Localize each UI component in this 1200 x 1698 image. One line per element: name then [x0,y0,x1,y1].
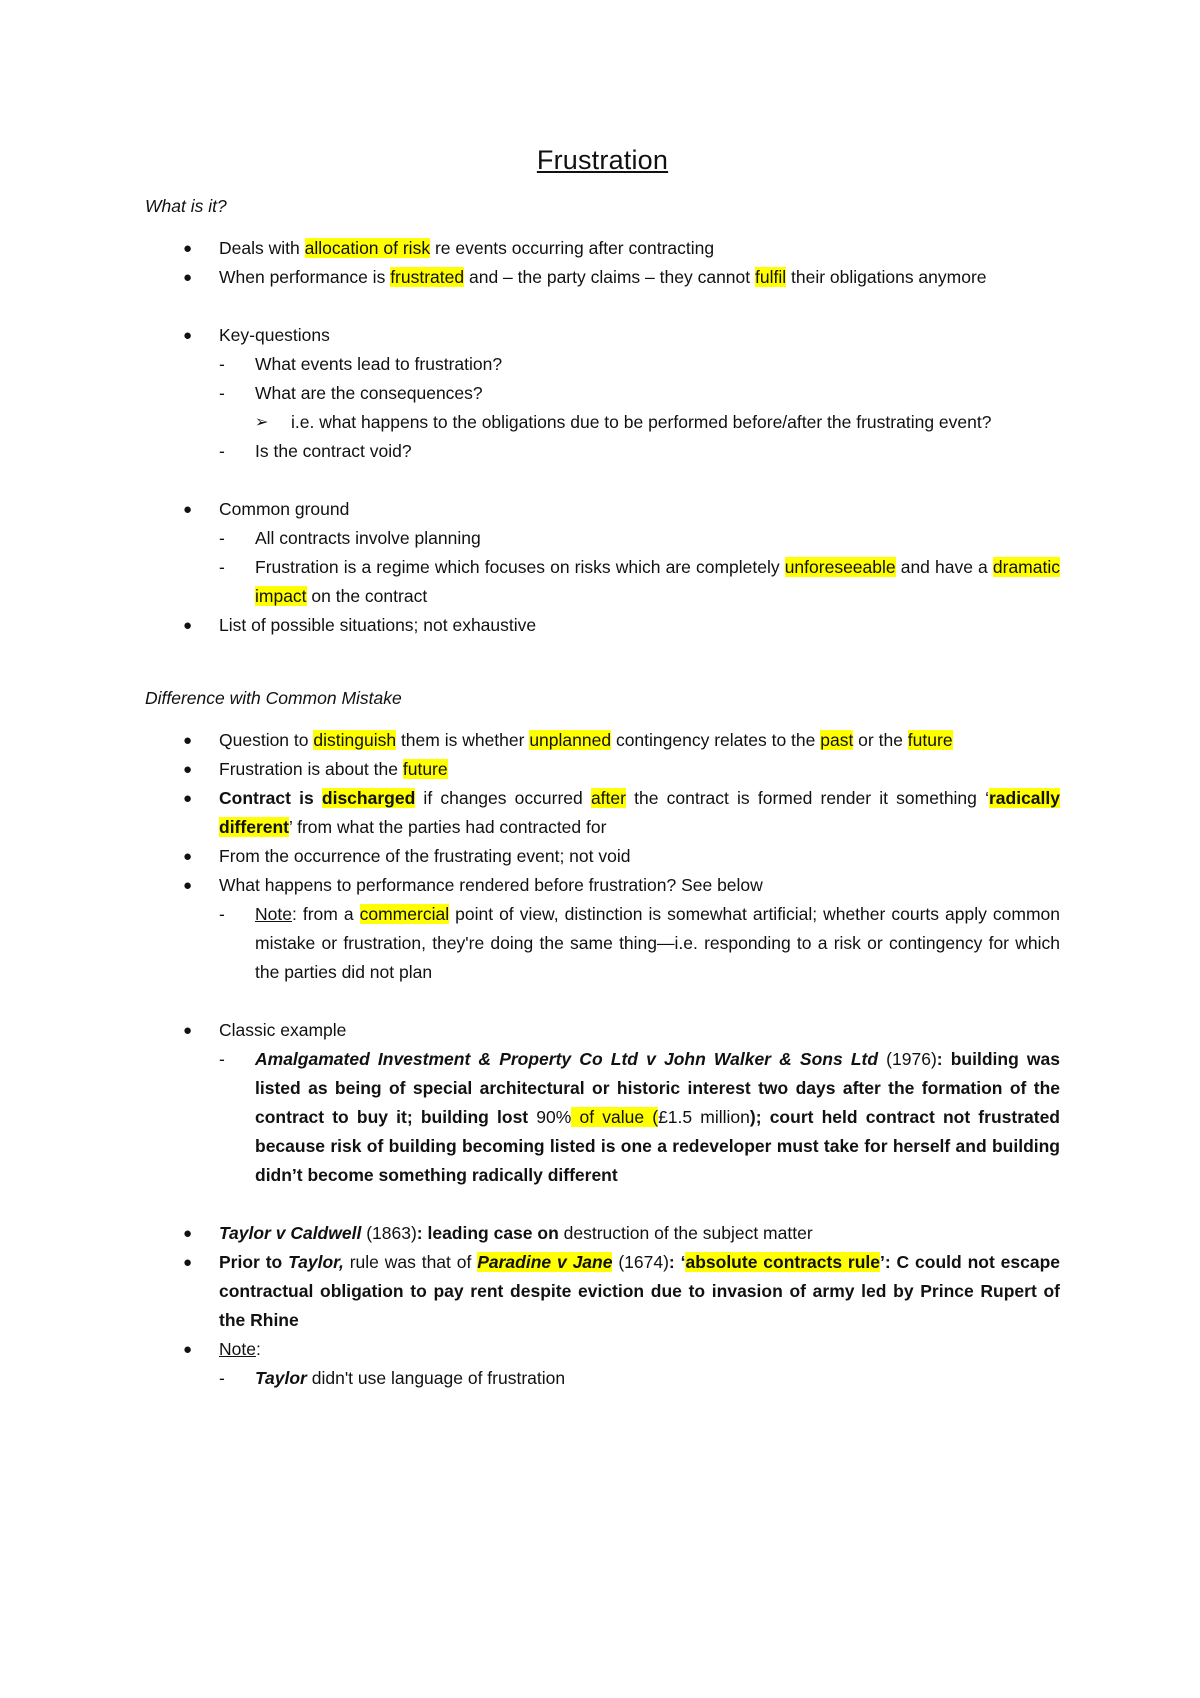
sub-list-item: - Is the contract void? [145,437,1060,466]
bullet-icon: ● [183,1225,193,1242]
highlight: unforeseeable [784,557,896,577]
list-item: ● From the occurrence of the frustrating event; not void [145,842,1060,871]
sub-list-item: - All contracts involve planning [145,524,1060,553]
highlight: future [402,759,448,779]
dash-icon: - [219,383,225,403]
highlight: past [820,730,854,750]
list-item: ● Key-questions [145,321,1060,350]
sub-list-item: - Frustration is a regime which focuses on risks which are completely unforeseeable and have a dramatic impact on the contract [145,553,1060,611]
list-item: ● Question to distinguish them is whether unplanned contingency relates to the past or the future [145,726,1060,755]
dash-icon: - [219,1368,225,1388]
bullet-icon: ● [183,240,193,257]
highlight: future [907,730,953,750]
bullet-icon: ● [183,501,193,518]
list-item: ● When performance is frustrated and – the party claims – they cannot fulfil their obligations anymore [145,263,1060,292]
highlight: absolute contracts rule [685,1252,881,1272]
list-item: ● Deals with allocation of risk re events occurring after contracting [145,234,1060,263]
case-name: Amalgamated Investment & Property Co Ltd v John Walker & Sons Ltd [255,1049,879,1069]
dash-icon: - [219,557,225,577]
sub-list-item: - What events lead to frustration? [145,350,1060,379]
list-item: ● Note: [145,1335,1060,1364]
highlight: of value ( [571,1107,659,1127]
list-item: ● List of possible situations; not exhaustive [145,611,1060,640]
case-name: Taylor [255,1368,307,1388]
highlight: fulfil [755,267,787,287]
highlight: discharged [321,788,416,808]
highlight: allocation of risk [304,238,431,258]
bullet-icon: ● [183,877,193,894]
bullet-icon: ● [183,732,193,749]
arrow-icon: ➢ [255,414,269,431]
dash-icon: - [219,441,225,461]
dash-icon: - [219,904,225,924]
sub-list-item: - Amalgamated Investment & Property Co Ltd v John Walker & Sons Ltd (1976): building was listed as being of special architectural or historic interest two days after the formation of the contract to buy it; building lost 90% of value (£1.5 million); court held contract not frustrated because risk of building becoming listed is one a redeveloper must take for herself and building didn’t become something radically different [145,1045,1060,1190]
sub-list-item: - Note: from a commercial point of view, distinction is somewhat artificial; whether courts apply common mistake or frustration, they're doing the same thing—i.e. responding to a risk or contingency for which the parties did not plan [145,900,1060,987]
bullet-icon: ● [183,848,193,865]
sub-list-item: - What are the consequences? [145,379,1060,408]
bullet-icon: ● [183,1254,193,1271]
bullet-icon: ● [183,1341,193,1358]
bullet-icon: ● [183,269,193,286]
highlight: unplanned [529,730,612,750]
list-item: ● Prior to Taylor, rule was that of Paradine v Jane (1674): ‘absolute contracts rule’: C could not escape contractual obligation to pay rent despite eviction due to invasion of army led by Prince Rupert of the Rhine [145,1248,1060,1335]
list-item: ● Frustration is about the future [145,755,1060,784]
bullet-icon: ● [183,1022,193,1039]
highlight: Paradine v Jane [477,1252,613,1272]
list-item: ● Contract is discharged if changes occurred after the contract is formed render it something ‘radically different’ from what the parties had contracted for [145,784,1060,842]
list-item: ● Classic example [145,1016,1060,1045]
list-item: ● What happens to performance rendered before frustration? See below [145,871,1060,900]
highlight: frustrated [390,267,465,287]
bullet-icon: ● [183,327,193,344]
dash-icon: - [219,528,225,548]
dash-icon: - [219,1049,225,1069]
page-title: Frustration [536,145,669,175]
highlight: dramatic [992,557,1060,577]
highlight: after [590,788,626,808]
highlight: radically different [219,788,1060,837]
case-name: Taylor v Caldwell [219,1223,362,1243]
section-heading-what-is-it: What is it? [145,196,227,216]
bullet-icon: ● [183,761,193,778]
bullet-icon: ● [183,617,193,634]
sub-list-item: - Taylor didn't use language of frustration [145,1364,1060,1393]
highlight: commercial [359,904,450,924]
highlight: impact [255,586,307,606]
list-item: ● Taylor v Caldwell (1863): leading case on destruction of the subject matter [145,1219,1060,1248]
dash-icon: - [219,354,225,374]
list-item: ● Common ground [145,495,1060,524]
bullet-icon: ● [183,790,193,807]
highlight: distinguish [313,730,397,750]
section-heading-common-mistake: Difference with Common Mistake [145,688,402,708]
sub-sub-list-item: ➢ i.e. what happens to the obligations due to be performed before/after the frustrating event? [145,408,1060,437]
